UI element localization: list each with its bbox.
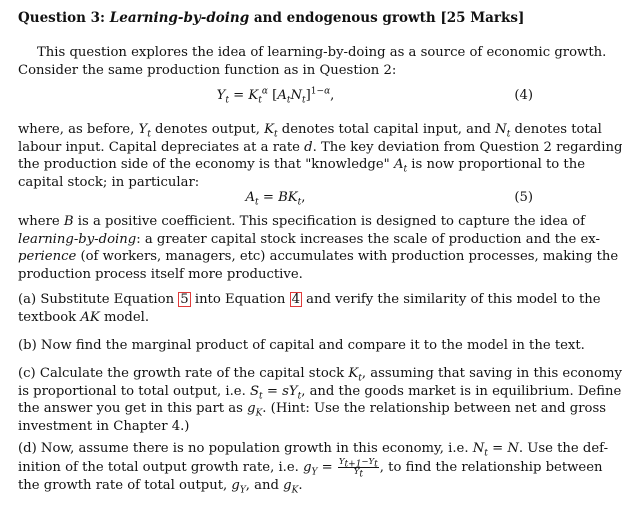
equation-5-number: (5) xyxy=(514,190,533,205)
paragraph-1-line-2: labour input. Capital depreciates at a rate d. The key deviation from Question 2 regarding xyxy=(18,139,622,155)
heading-italic: Learning-by-doing xyxy=(109,10,250,26)
equation-5 xyxy=(18,190,533,210)
paragraph-2-line-3: perience (of workers, managers, etc) accumulates with production processes, making the xyxy=(18,249,619,265)
paragraph-2-line-2: learning-by-doing: a greater capital stock increases the scale of production and the ex- xyxy=(18,231,600,247)
part-c-line-4: investment in Chapter 4.) xyxy=(18,418,190,434)
paragraph-1-line-4: capital stock; in particular: xyxy=(18,174,200,190)
part-c-line-3: the answer you get in this part as $g_K$. (Hint: Use the relationship between net and gross xyxy=(18,401,607,419)
part-c-line-2: is proportional to total output, i.e. $S_t = sY_t$, and the goods market is in equilibrium. Define xyxy=(18,383,622,402)
part-d-line-1: (d) Now, assume there is no population growth in this economy, i.e. $N_t = N$. Use the def- xyxy=(18,441,609,459)
paragraph-1 xyxy=(18,121,622,191)
part-a xyxy=(18,291,601,326)
paragraph-1-line-3: the production side of the economy is that "knowledge" $A_t$ is now proportional to the xyxy=(18,157,586,175)
part-d-line-3: the growth rate of total output, $g_Y$, and $g_K$. xyxy=(18,477,303,496)
heading-prefix: Question 3: xyxy=(18,10,110,26)
intro-paragraph xyxy=(18,44,606,79)
equation-4-number: (4) xyxy=(514,88,533,103)
growth-rate-fraction: $\frac{Y_{t+1}-Y_t}{Y_t}$ xyxy=(338,456,378,480)
paragraph-2 xyxy=(18,213,618,283)
equation-4-link[interactable]: 4 xyxy=(291,292,300,307)
equation-4-formula: $Y_t = K_t^\alpha$ $[A_tN_t]^{1-\alpha}$, xyxy=(216,86,335,106)
heading-suffix: and endogenous growth [25 Marks] xyxy=(249,10,525,26)
paragraph-1-line-1: where, as before, $Y_t$ denotes output, $K_t$ denotes total capital input, and $N_t$ denotes total xyxy=(18,122,602,140)
intro-line-1: This question explores the idea of learning-by-doing as a source of economic growth. xyxy=(37,45,607,60)
part-d xyxy=(18,440,608,494)
part-a-line-1: (a) Substitute Equation 5 into Equation 4 and verify the similarity of this model to the xyxy=(18,292,601,307)
intro-line-2: Consider the same production function as in Question 2: xyxy=(18,62,397,78)
equation-5-link[interactable]: 5 xyxy=(180,292,189,307)
part-c-line-1: (c) Calculate the growth rate of the capital stock $K_t$, assuming that saving in this economy xyxy=(18,366,622,384)
part-b-line-1: (b) Now find the marginal product of capital and compare it to the model in the text. xyxy=(18,338,585,353)
equation-4 xyxy=(18,88,533,108)
equation-5-formula: $A_t = BK_t$, xyxy=(245,190,306,208)
part-c xyxy=(18,365,622,435)
question-heading xyxy=(18,10,524,26)
part-b xyxy=(18,337,585,355)
paragraph-2-line-4: production process itself more productive. xyxy=(18,266,303,282)
part-a-line-2: textbook AK model. xyxy=(18,309,150,325)
paragraph-2-line-1: where B is a positive coefficient. This specification is designed to capture the idea of xyxy=(18,214,586,229)
part-d-line-2: inition of the total output growth rate, i.e. $g_Y$ = $\frac{Y_{t+1}-Y_t}{Y_t}$ , to find the relationship between xyxy=(18,456,603,480)
